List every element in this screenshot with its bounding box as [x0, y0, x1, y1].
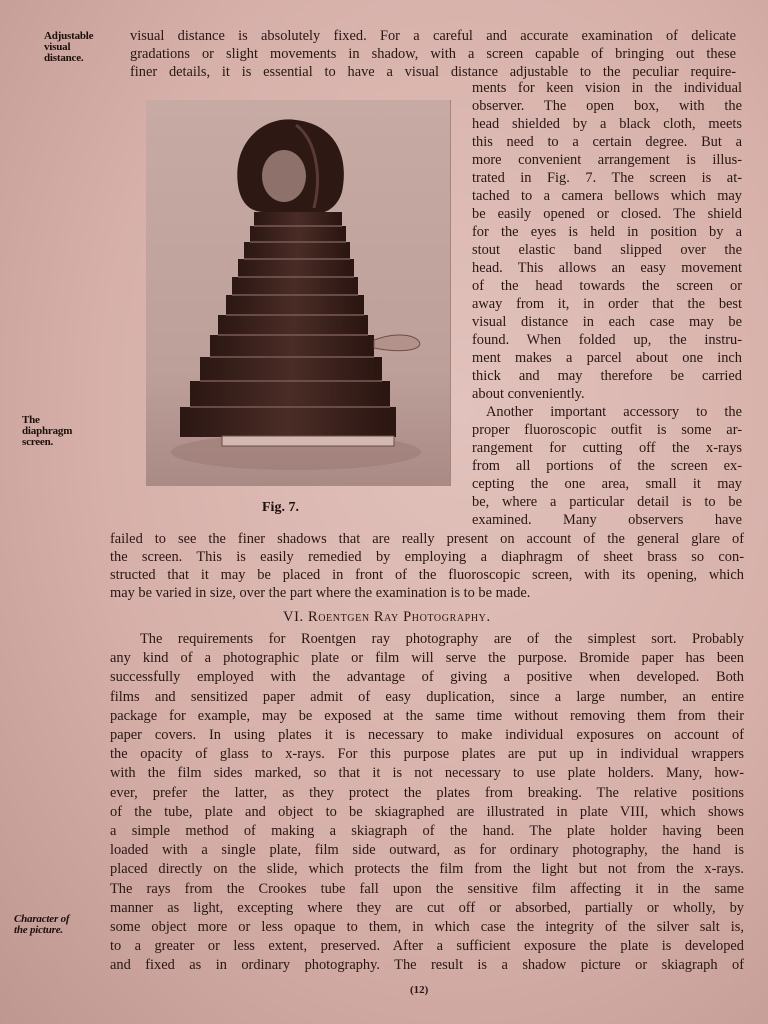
text-line: placed directly on the slide, which protects the film from the light but not from the x-rays. — [110, 861, 744, 878]
text-line: be easily opened or closed. The shield — [472, 206, 742, 222]
text-line: films and sensitized paper admit of easy duplication, since a large number, an entire — [110, 688, 744, 705]
text-line: this need to a certain degree. But a — [472, 134, 742, 150]
text-line: visual distance is absolutely fixed. For a careful and accurate examination of delicate — [130, 28, 736, 44]
text-line: loaded with a single plate, film side outward, as for ordinary photography, the hand is — [110, 842, 744, 859]
section-number: VI. — [283, 609, 304, 625]
text-line: tached to a camera bellows which may — [472, 188, 742, 204]
margin-note-line: the picture. — [14, 924, 63, 936]
text-line: paper covers. In using plates it is necessary to make individual exposures on account of — [110, 727, 744, 743]
text-line: The requirements for Roentgen ray photography are of the simplest sort. Probably — [140, 631, 744, 647]
text-line: Another important accessory to the — [486, 404, 742, 420]
text-line: about conveniently. — [472, 386, 585, 402]
text-line: cepting the one area, small it may — [472, 476, 742, 492]
text-line: of the head towards the screen or — [472, 278, 742, 294]
text-line: found. When folded up, the instru- — [472, 332, 742, 348]
margin-note-line: diaphragm — [22, 425, 73, 437]
text-line: proper fluoroscopic outfit is some ar- — [472, 422, 742, 438]
margin-note-line: Adjustable — [44, 30, 94, 42]
text-line: structed that it may be placed in front of the fluoroscopic screen, with its opening, which — [110, 567, 744, 583]
margin-note-adjustable-visual-distance — [44, 31, 93, 64]
margin-note-diaphragm-screen — [22, 415, 72, 448]
text-line: may be varied in size, over the part where the examination is to be made. — [110, 585, 531, 601]
text-line: ever, prefer the latter, as they protect the plates from breaking. The relative positions — [110, 784, 744, 801]
text-line: more convenient arrangement is illus- — [472, 152, 742, 168]
margin-note-line: screen. — [22, 436, 54, 448]
figure-caption: Fig. 7. — [262, 500, 299, 515]
section-heading — [283, 609, 491, 626]
text-line: the screen. This is easily remedied by employing a diaphragm of sheet brass so con- — [110, 549, 744, 565]
text-line: manner as light, excepting where they are cut off or absorbed, partially or wholly, by — [110, 899, 744, 916]
text-line: The rays from the Crookes tube fall upon the sensitive film affecting it in the same — [110, 880, 744, 897]
page-number: (12) — [410, 984, 429, 996]
text-line: from all portions of the screen ex- — [472, 458, 742, 474]
text-line: and fixed as in ordinary photography. The result is a shadow picture or skiagraph of — [110, 957, 744, 974]
text-line: away from it, in order that the best — [472, 296, 742, 312]
text-line: package for example, may be exposed at the same time without removing them from their — [110, 707, 744, 724]
text-line: stout elastic band slipped over the — [472, 242, 742, 258]
margin-note-line: distance. — [44, 52, 84, 64]
text-line: trated in Fig. 7. The screen is at- — [472, 170, 742, 186]
text-line: head. This allows an easy movement — [472, 260, 742, 276]
text-line: to a greater or less extent, preserved. After a sufficient exposure the plate is developed — [110, 938, 744, 955]
text-line: rangement for cutting off the x-rays — [472, 440, 742, 456]
text-line: the opacity of glass to x-rays. For this purpose plates are put up in individual wrappers — [110, 746, 744, 763]
text-line: finer details, it is essential to have a visual distance adjustable to the peculiar require- — [130, 64, 736, 80]
margin-note-line: The — [22, 414, 40, 426]
text-line: of the tube, plate and object to be skiagraphed are illustrated in plate VIII, which shows — [110, 803, 744, 820]
text-line: a simple method of making a skiagraph of the hand. The plate holder having been — [110, 823, 744, 839]
text-line: with the film sides marked, so that it is not necessary to use plate holders. Many, how- — [110, 765, 744, 782]
figure-7-photograph — [146, 100, 451, 486]
text-line: examined. Many observers have — [472, 512, 742, 528]
text-line: ment makes a parcel about one inch — [472, 350, 742, 366]
margin-note-character-of-picture — [14, 914, 69, 936]
text-line: thick and may therefore be carried — [472, 368, 742, 384]
margin-note-line: Character of — [14, 913, 70, 925]
text-line: head shielded by a black cloth, meets — [472, 116, 742, 132]
text-line: gradations or slight movements in shadow, with a screen capable of bringing out these — [130, 46, 736, 62]
margin-note-line: visual — [44, 41, 71, 53]
text-line: successfully employed with the advantage of giving a positive when developed. Both — [110, 669, 744, 686]
text-line: visual distance in each case may be — [472, 314, 742, 330]
text-line: observer. The open box, with the — [472, 98, 742, 114]
bellows-fluoroscope-illustration — [146, 100, 450, 486]
text-line: failed to see the finer shadows that are really present on account of the general glare of — [110, 531, 744, 547]
text-line: be, where a particular detail is to be — [472, 494, 742, 510]
text-line: some object more or less opaque to them, in which case the integrity of the silver salt is, — [110, 919, 744, 935]
text-line: any kind of a photographic plate or film will serve the purpose. Bromide paper has been — [110, 650, 744, 667]
section-title: Roentgen Ray Photography. — [307, 609, 491, 625]
text-line: ments for keen vision in the individual — [472, 80, 742, 96]
text-line: for the eyes is held in position by a — [472, 224, 742, 240]
